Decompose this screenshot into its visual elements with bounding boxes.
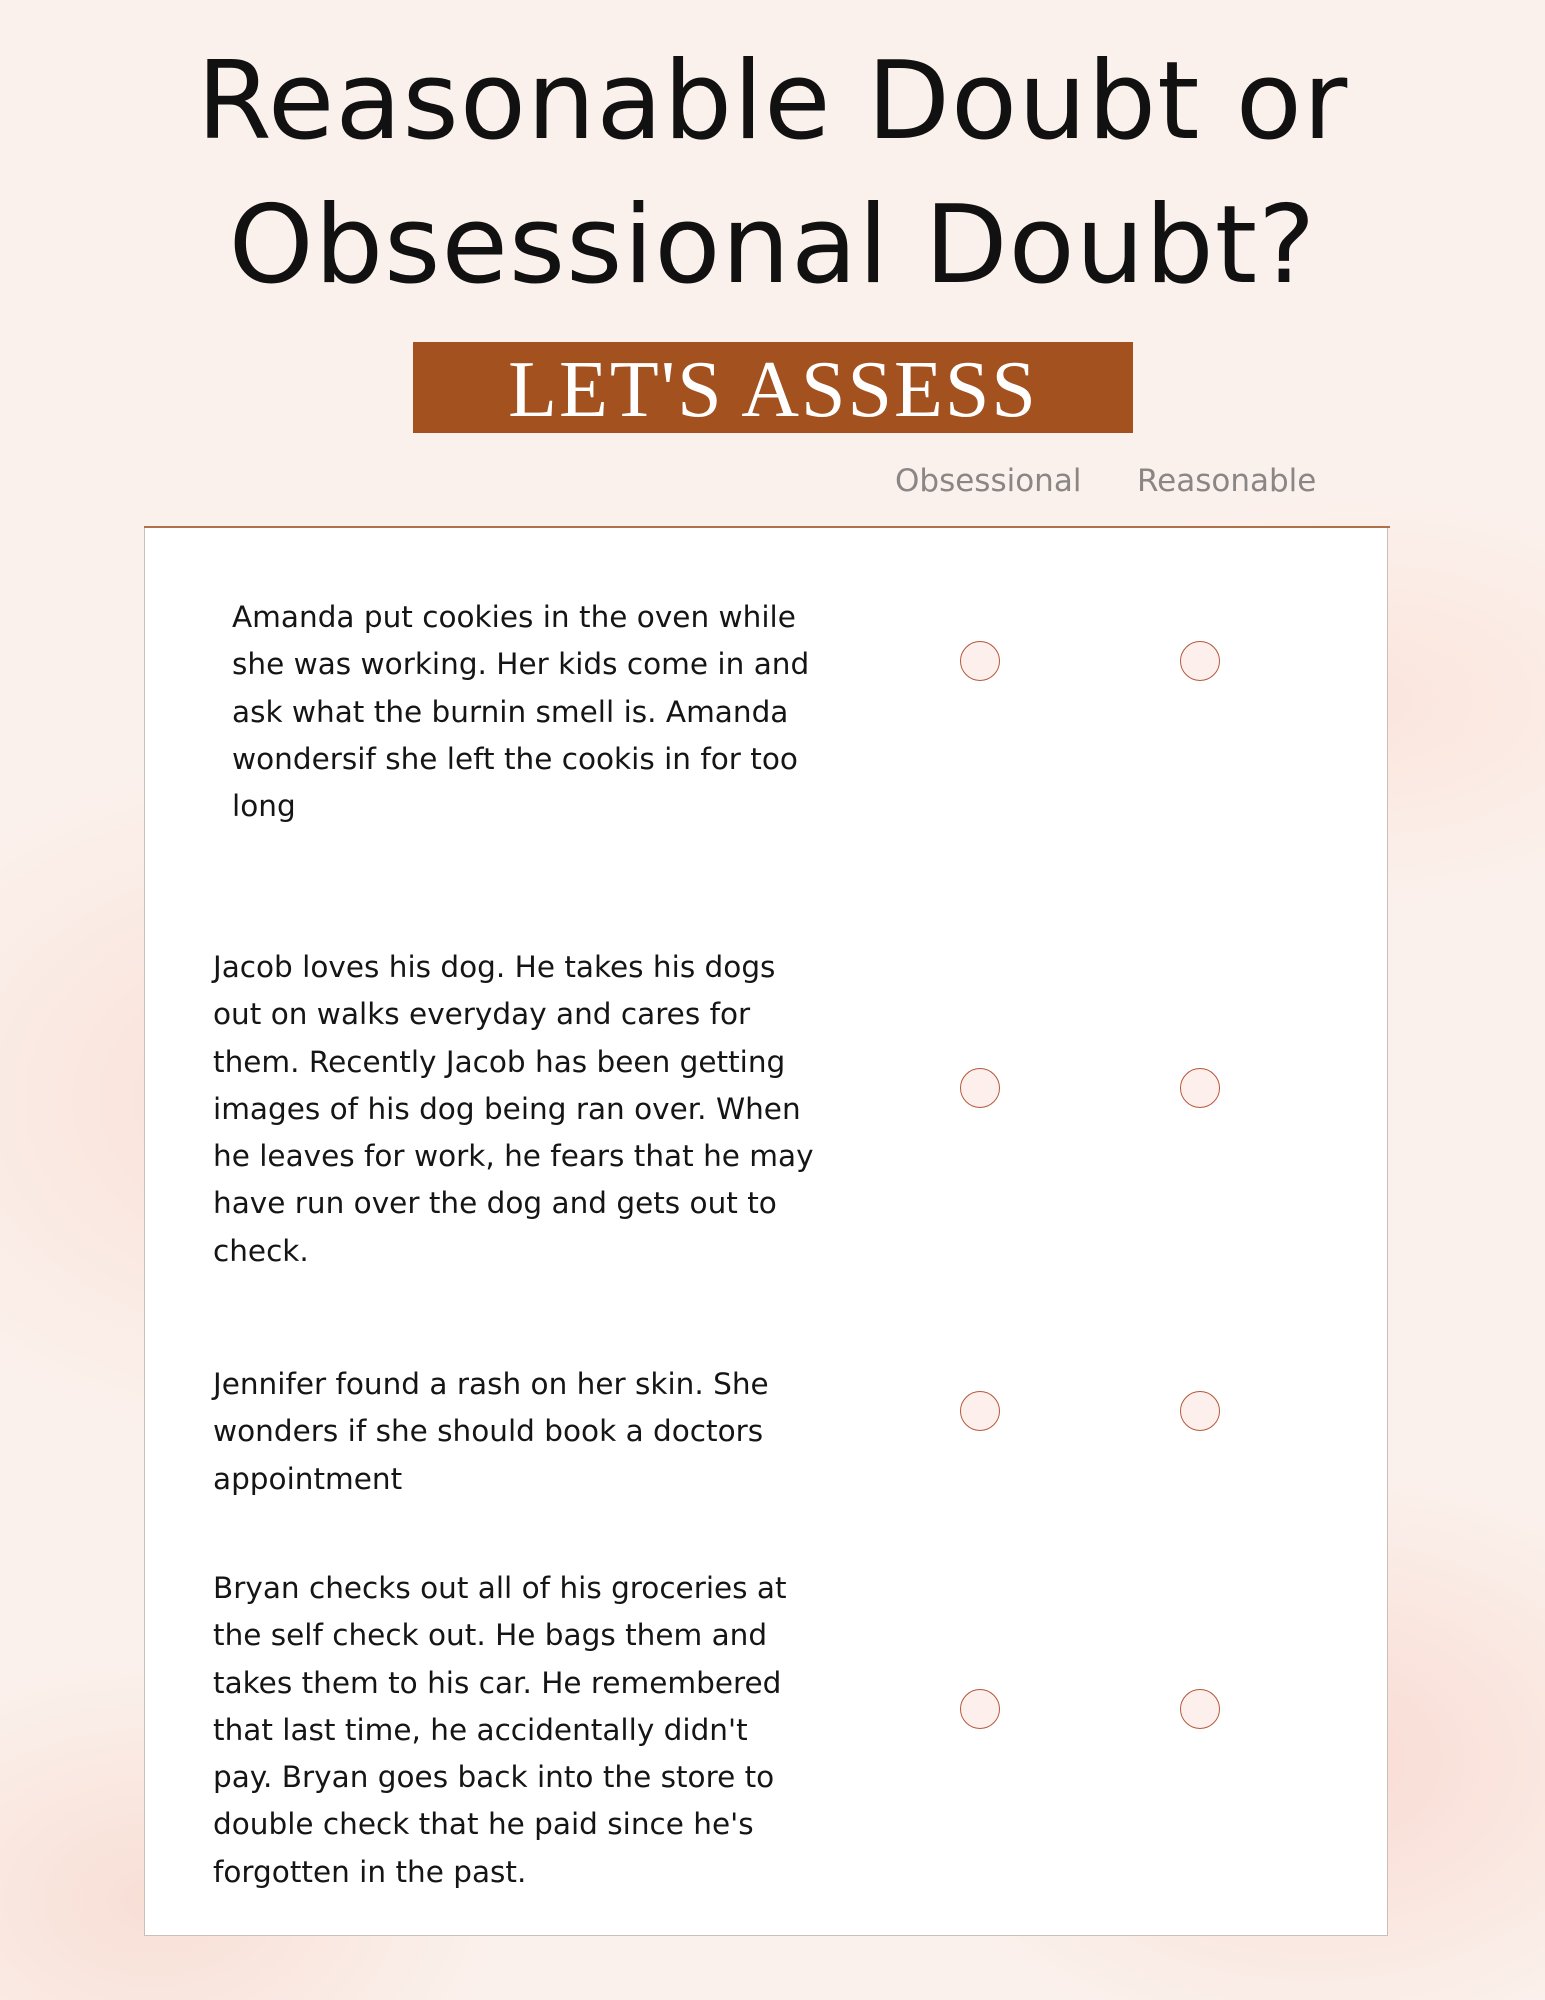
banner-label: LET'S ASSESS [508,345,1038,434]
assessment-panel [144,528,1388,1936]
scenario-jacob-reasonable-radio[interactable] [1180,1068,1220,1108]
scenario-jennifer-obsessional-radio[interactable] [960,1391,1000,1431]
scenario-bryan-reasonable-radio[interactable] [1180,1689,1220,1729]
scenario-jennifer-reasonable-radio[interactable] [1180,1391,1220,1431]
scenario-jacob-text: Jacob loves his dog. He takes his dogs out on walks everyday and cares for them. Recently Jacob has been getting images of his dog being ran over. When he leaves for work, he fears that he may have run over the dog and gets out to check. [213,950,814,1268]
scenario-bryan-text: Bryan checks out all of his groceries at the self check out. He bags them and takes them to his car. He remembered that last time, he accidentally didn't pay. Bryan goes back into the store to double check that he paid since he's forgotten in the past. [213,1571,787,1889]
column-header-reasonable: Reasonable [1137,463,1317,499]
scenario-amanda-reasonable-radio[interactable] [1180,641,1220,681]
page-title-line-2: Obsessional Doubt? [228,183,1317,308]
page-title-line-1: Reasonable Doubt or [196,39,1349,164]
scenario-jacob-obsessional-radio[interactable] [960,1068,1000,1108]
scenario-amanda-obsessional-radio[interactable] [960,641,1000,681]
lets-assess-banner [413,342,1133,433]
scenario-amanda-text: Amanda put cookies in the oven while she was working. Her kids come in and ask what the burnin smell is. Amanda wondersif she left the cookis in for too long [232,600,810,824]
column-header-obsessional: Obsessional [895,463,1082,499]
scenario-bryan-obsessional-radio[interactable] [960,1689,1000,1729]
scenario-jennifer-text: Jennifer found a rash on her skin. She wonders if she should book a doctors appointment [213,1367,769,1496]
